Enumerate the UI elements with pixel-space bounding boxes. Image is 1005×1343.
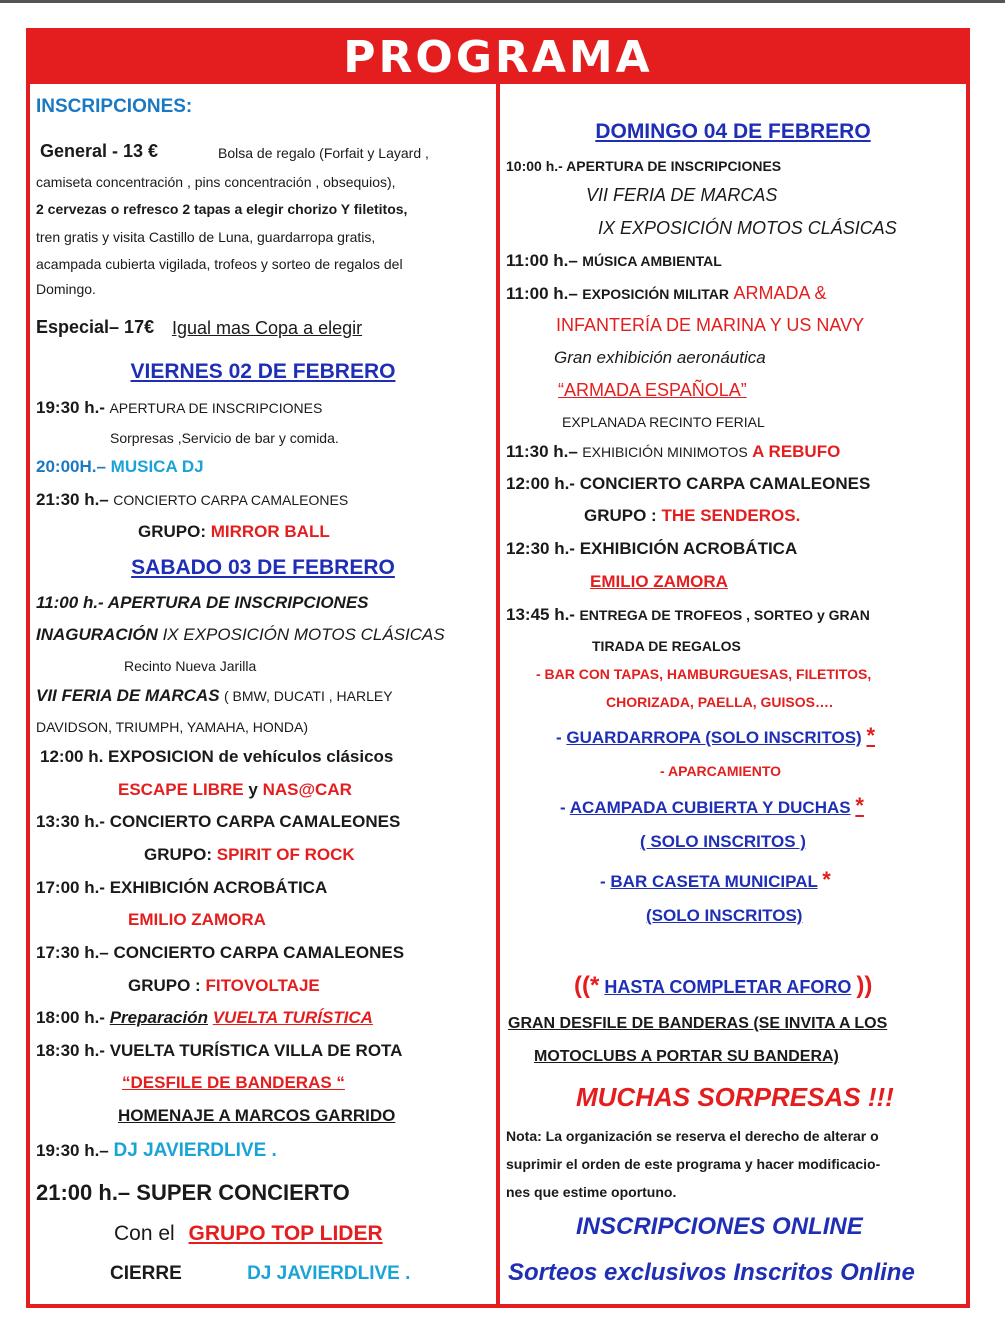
d7-text: ENTREGA DE TROFEOS , SORTEO y GRAN xyxy=(579,607,870,623)
s6-time: 18:00 h.- xyxy=(36,1008,105,1027)
acampada-text: ACAMPADA CUBIERTA Y DUCHAS xyxy=(569,798,851,817)
s7-text: 18:30 h.- VUELTA TURÍSTICA VILLA DE ROTA xyxy=(36,1041,403,1060)
s7-homenaje: HOMENAJE A MARCOS GARRIDO xyxy=(118,1106,396,1125)
d3-explanada: EXPLANADA RECINTO FERIAL xyxy=(562,414,765,430)
acampada-asterisk: * xyxy=(855,793,864,818)
d8-bar1: - BAR CON TAPAS, HAMBURGUESAS, FILETITOS, xyxy=(536,666,872,682)
inscripciones-heading: INSCRIPCIONES: xyxy=(36,96,193,117)
program-frame xyxy=(26,28,970,1308)
s9-group: GRUPO TOP LIDER xyxy=(188,1222,383,1245)
d1-feria: VII FERIA DE MARCAS xyxy=(586,185,778,205)
s8-time: 19:30 h.– xyxy=(36,1141,109,1160)
s3-group: SPIRIT OF ROCK xyxy=(216,845,355,864)
d7-text2: TIRADA DE REGALOS xyxy=(592,638,741,654)
d4-red: A REBUFO xyxy=(752,442,841,461)
v3-time: 21:30 h.– xyxy=(36,490,109,509)
aforo-close: )) xyxy=(856,972,873,999)
bar-caseta-sub: (SOLO INSCRITOS) xyxy=(646,906,803,925)
nota-1: Nota: La organización se reserva el derecho de alterar o xyxy=(506,1128,879,1144)
d3-red2: INFANTERÍA DE MARINA Y US NAVY xyxy=(556,315,865,335)
aforo-text: HASTA COMPLETAR AFORO xyxy=(604,977,852,997)
d4-time: 11:30 h.– xyxy=(506,442,578,461)
nota-2: suprimir el orden de este programa y hacer modificacio- xyxy=(506,1156,881,1172)
viernes-heading: VIERNES 02 DE FEBRERO xyxy=(130,360,396,383)
s3-text: 13:30 h.- CONCIERTO CARPA CAMALEONES xyxy=(36,812,401,831)
s6-b: VUELTA TURÍSTICA xyxy=(212,1008,373,1027)
general-desc-5: acampada cubierta vigilada, trofeos y sorteo de regalos del xyxy=(36,256,403,272)
bar-caseta-asterisk: * xyxy=(822,867,831,892)
nota-3: nes que estime oportuno. xyxy=(506,1184,677,1200)
s2-y: y xyxy=(248,780,258,799)
v1-sub: Sorpresas ,Servicio de bar y comida. xyxy=(110,430,339,446)
s8-dj: DJ JAVIERDLIVE . xyxy=(113,1140,277,1161)
general-desc-3: 2 cervezas o refresco 2 tapas a elegir chorizo Y filetitos, xyxy=(36,201,408,217)
v2-time: 20:00H.– xyxy=(36,457,106,476)
especial-price: Especial– 17€ xyxy=(36,317,155,337)
especial-desc: Igual mas Copa a elegir xyxy=(172,318,363,338)
d7-time: 13:45 h.- xyxy=(506,605,575,624)
d8-bar2: CHORIZADA, PAELLA, GUISOS…. xyxy=(606,694,833,710)
s9-text: 21:00 h.– SUPER CONCIERTO xyxy=(36,1180,350,1205)
s6-a: Preparación xyxy=(109,1008,208,1027)
d4-text: EXHIBICIÓN MINIMOTOS xyxy=(582,444,748,460)
s2-a: ESCAPE LIBRE xyxy=(118,780,244,799)
desfile-2: MOTOCLUBS A PORTAR SU BANDERA) xyxy=(534,1048,839,1065)
d5-text: 12:00 h.- CONCIERTO CARPA CAMALEONES xyxy=(506,474,871,493)
s1-place: Recinto Nueva Jarilla xyxy=(124,658,257,674)
page-title: PROGRAMA xyxy=(30,32,966,84)
s1-inaug-text: IX EXPOSICIÓN MOTOS CLÁSICAS xyxy=(162,625,445,644)
v2-text: MUSICA DJ xyxy=(110,457,204,476)
online-1: INSCRIPCIONES ONLINE xyxy=(576,1213,863,1240)
desfile-1: GRAN DESFILE DE BANDERAS (SE INVITA A LOS xyxy=(508,1015,888,1032)
s2-b: NAS@CAR xyxy=(262,780,352,799)
v1-time: 19:30 h.- xyxy=(36,398,105,417)
d3-red1: ARMADA & xyxy=(733,283,827,303)
d3-armada: “ARMADA ESPAÑOLA” xyxy=(558,380,747,400)
d3-text: EXPOSICIÓN MILITAR xyxy=(582,286,730,302)
v3-group: MIRROR BALL xyxy=(210,522,330,541)
v3-text: CONCIERTO CARPA CAMALEONES xyxy=(113,492,349,508)
sabado-heading: SABADO 03 DE FEBRERO xyxy=(131,556,395,579)
guardarropa-asterisk: * xyxy=(866,723,876,748)
aforo-open: ((* xyxy=(574,972,600,999)
bar-caseta-text: BAR CASETA MUNICIPAL xyxy=(610,872,818,891)
d3-gran: Gran exhibición aeronáutica xyxy=(554,348,766,367)
guardarropa-text: GUARDARROPA (SOLO INSCRITOS) xyxy=(566,728,862,747)
online-2: Sorteos exclusivos Inscritos Online xyxy=(508,1259,915,1286)
s10-cierre: CIERRE xyxy=(110,1263,182,1284)
s1-brands-1: ( BMW, DUCATI , HARLEY xyxy=(224,688,393,704)
s3-group-label: GRUPO: xyxy=(144,845,212,864)
s1-text: 11:00 h.- APERTURA DE INSCRIPCIONES xyxy=(36,593,369,612)
v3-group-label: GRUPO: xyxy=(138,522,206,541)
s1-inaug-label: INAGURACIÓN xyxy=(36,625,158,644)
s4-text: 17:00 h.- EXHIBICIÓN ACROBÁTICA xyxy=(36,878,328,897)
s1-brands-2: DAVIDSON, TRIUMPH, YAMAHA, HONDA) xyxy=(36,719,308,735)
d2-time: 11:00 h.– xyxy=(506,251,578,270)
general-desc-4: tren gratis y visita Castillo de Luna, guardarropa gratis, xyxy=(36,229,376,245)
d5-group: THE SENDEROS. xyxy=(661,506,801,525)
d1-expo: IX EXPOSICIÓN MOTOS CLÁSICAS xyxy=(598,218,897,238)
acampada-dash: - xyxy=(560,798,566,817)
s7-desfile: “DESFILE DE BANDERAS “ xyxy=(122,1073,345,1092)
s9-con: Con el xyxy=(114,1222,175,1245)
d2-text: MÚSICA AMBIENTAL xyxy=(582,253,722,269)
s10-dj: DJ JAVIERDLIVE . xyxy=(247,1263,411,1284)
general-desc-1: Bolsa de regalo (Forfait y Layard , xyxy=(218,145,429,161)
right-column xyxy=(500,84,966,1308)
domingo-heading: DOMINGO 04 DE FEBRERO xyxy=(595,120,871,143)
aparcamiento: - APARCAMIENTO xyxy=(660,763,782,779)
general-desc-2: camiseta concentración , pins concentración , obsequios), xyxy=(36,174,396,190)
d6-text: 12:30 h.- EXHIBICIÓN ACROBÁTICA xyxy=(506,539,798,558)
s5-text: 17:30 h.– CONCIERTO CARPA CAMALEONES xyxy=(36,943,405,962)
top-rule xyxy=(0,0,1005,3)
general-desc-6: Domingo. xyxy=(36,281,96,297)
s2-text: 12:00 h. EXPOSICION de vehículos clásicos xyxy=(40,747,394,766)
acampada-sub: ( SOLO INSCRITOS ) xyxy=(640,832,806,851)
s4-name: EMILIO ZAMORA xyxy=(128,910,266,929)
s1-feria: VII FERIA DE MARCAS xyxy=(36,686,220,705)
d3-time: 11:00 h.– xyxy=(506,284,578,303)
v1-text: APERTURA DE INSCRIPCIONES xyxy=(109,400,323,416)
d6-name: EMILIO ZAMORA xyxy=(590,572,728,591)
s5-group: FITOVOLTAJE xyxy=(205,976,320,995)
general-price: General - 13 € xyxy=(40,141,159,161)
s5-group-label: GRUPO : xyxy=(128,976,201,995)
d5-group-label: GRUPO : xyxy=(584,506,657,525)
left-column xyxy=(30,84,496,1308)
guardarropa-dash: - xyxy=(556,728,562,747)
bar-caseta-dash: - xyxy=(600,872,606,891)
d1-text: 10:00 h.- APERTURA DE INSCRIPCIONES xyxy=(506,158,782,174)
sorpresas: MUCHAS SORPRESAS !!! xyxy=(576,1082,894,1112)
